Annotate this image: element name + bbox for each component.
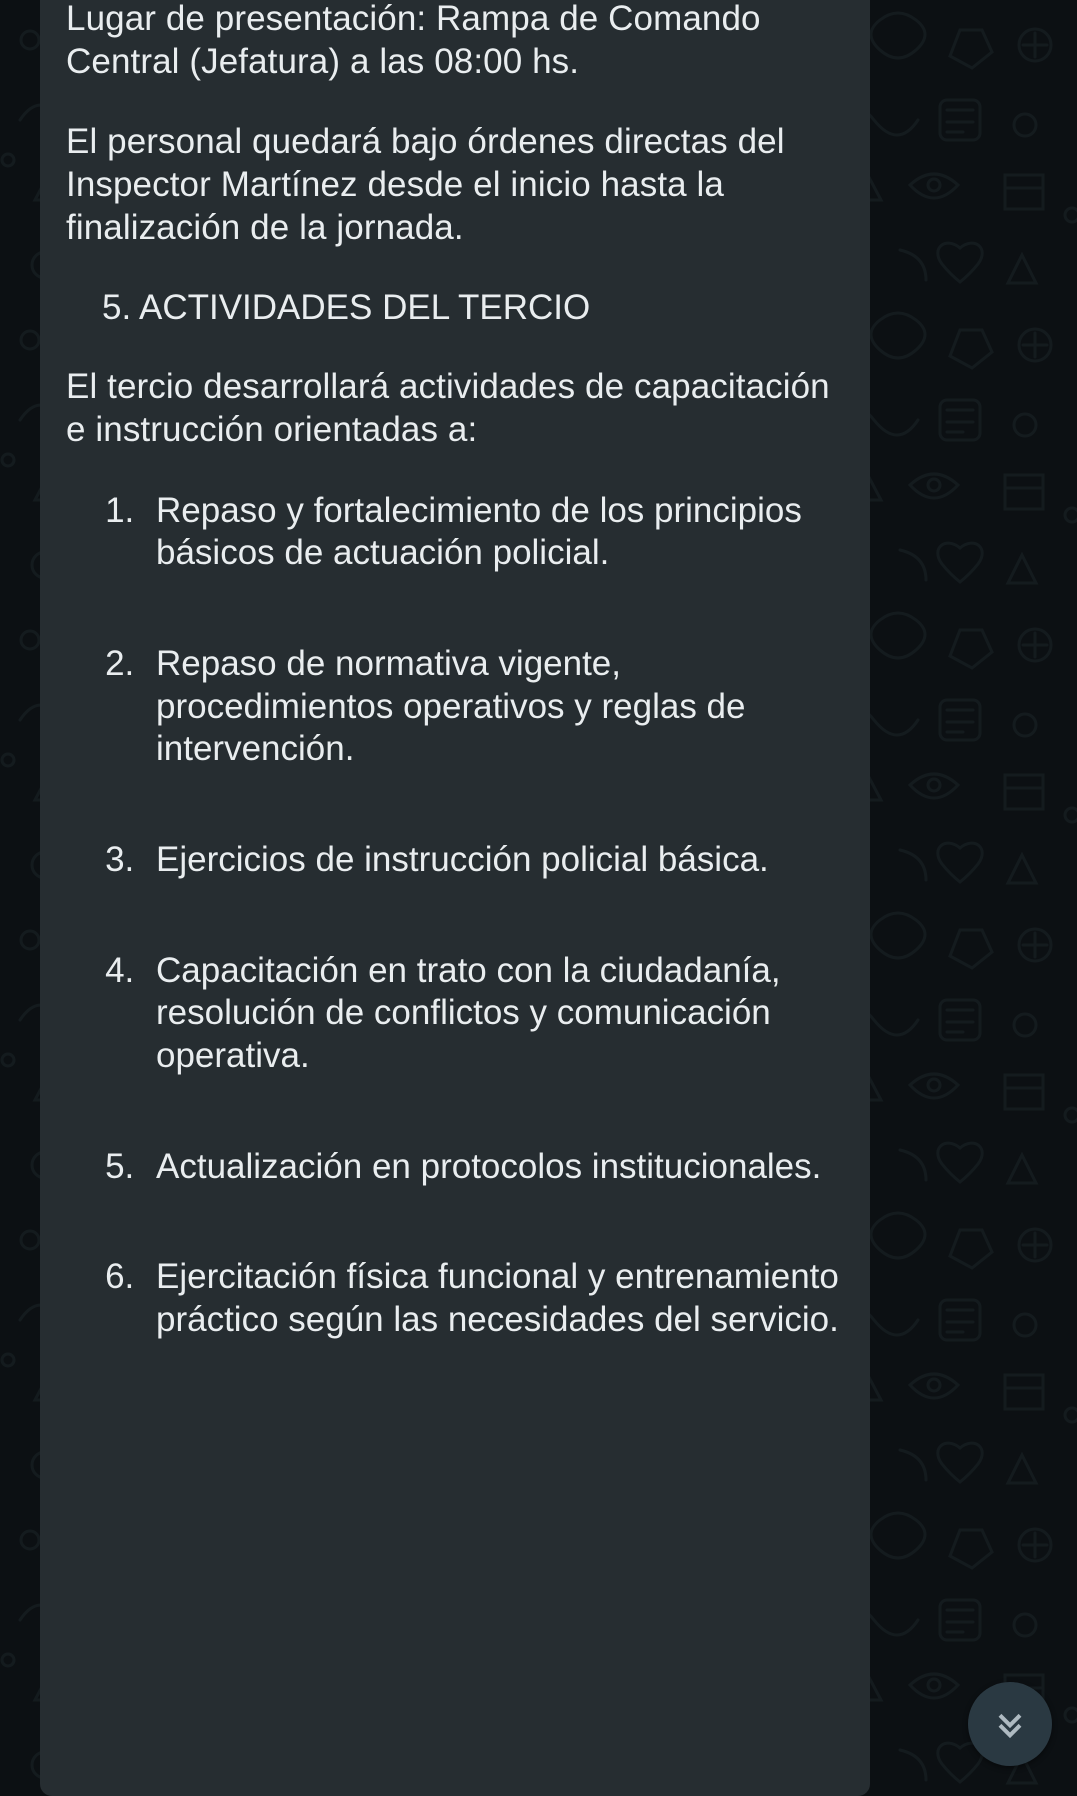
chat-message-bubble[interactable] [40, 0, 870, 1796]
scroll-to-bottom-button[interactable] [968, 1682, 1052, 1766]
list-item: 2. Repaso de normativa vigente, procedimientos operativos y reglas de intervención. [144, 643, 844, 771]
list-item: 1. Repaso y fortalecimiento de los principios básicos de actuación policial. [144, 490, 844, 575]
double-chevron-down-icon [990, 1702, 1030, 1747]
list-item: 3. Ejercicios de instrucción policial básica. [144, 839, 844, 882]
message-paragraph-intro: El tercio desarrollará actividades de capacitación e instrucción orientadas a: [66, 367, 840, 449]
activities-list [66, 490, 844, 1342]
list-item: 4. Capacitación en trato con la ciudadanía, resolución de conflictos y comunicación operativa. [144, 950, 844, 1078]
message-paragraph-orders: El personal quedará bajo órdenes directas del Inspector Martínez desde el inicio hasta la finalización de la jornada. [66, 122, 795, 247]
section-heading-activities: 5. ACTIVIDADES DEL TERCIO [102, 288, 591, 328]
message-paragraph-location: Lugar de presentación: Rampa de Comando Central (Jefatura) a las 08:00 hs. [66, 0, 771, 81]
list-item: 6. Ejercitación física funcional y entrenamiento práctico según las necesidades del servicio. [144, 1256, 844, 1341]
list-item: 5. Actualización en protocolos institucionales. [144, 1146, 844, 1189]
